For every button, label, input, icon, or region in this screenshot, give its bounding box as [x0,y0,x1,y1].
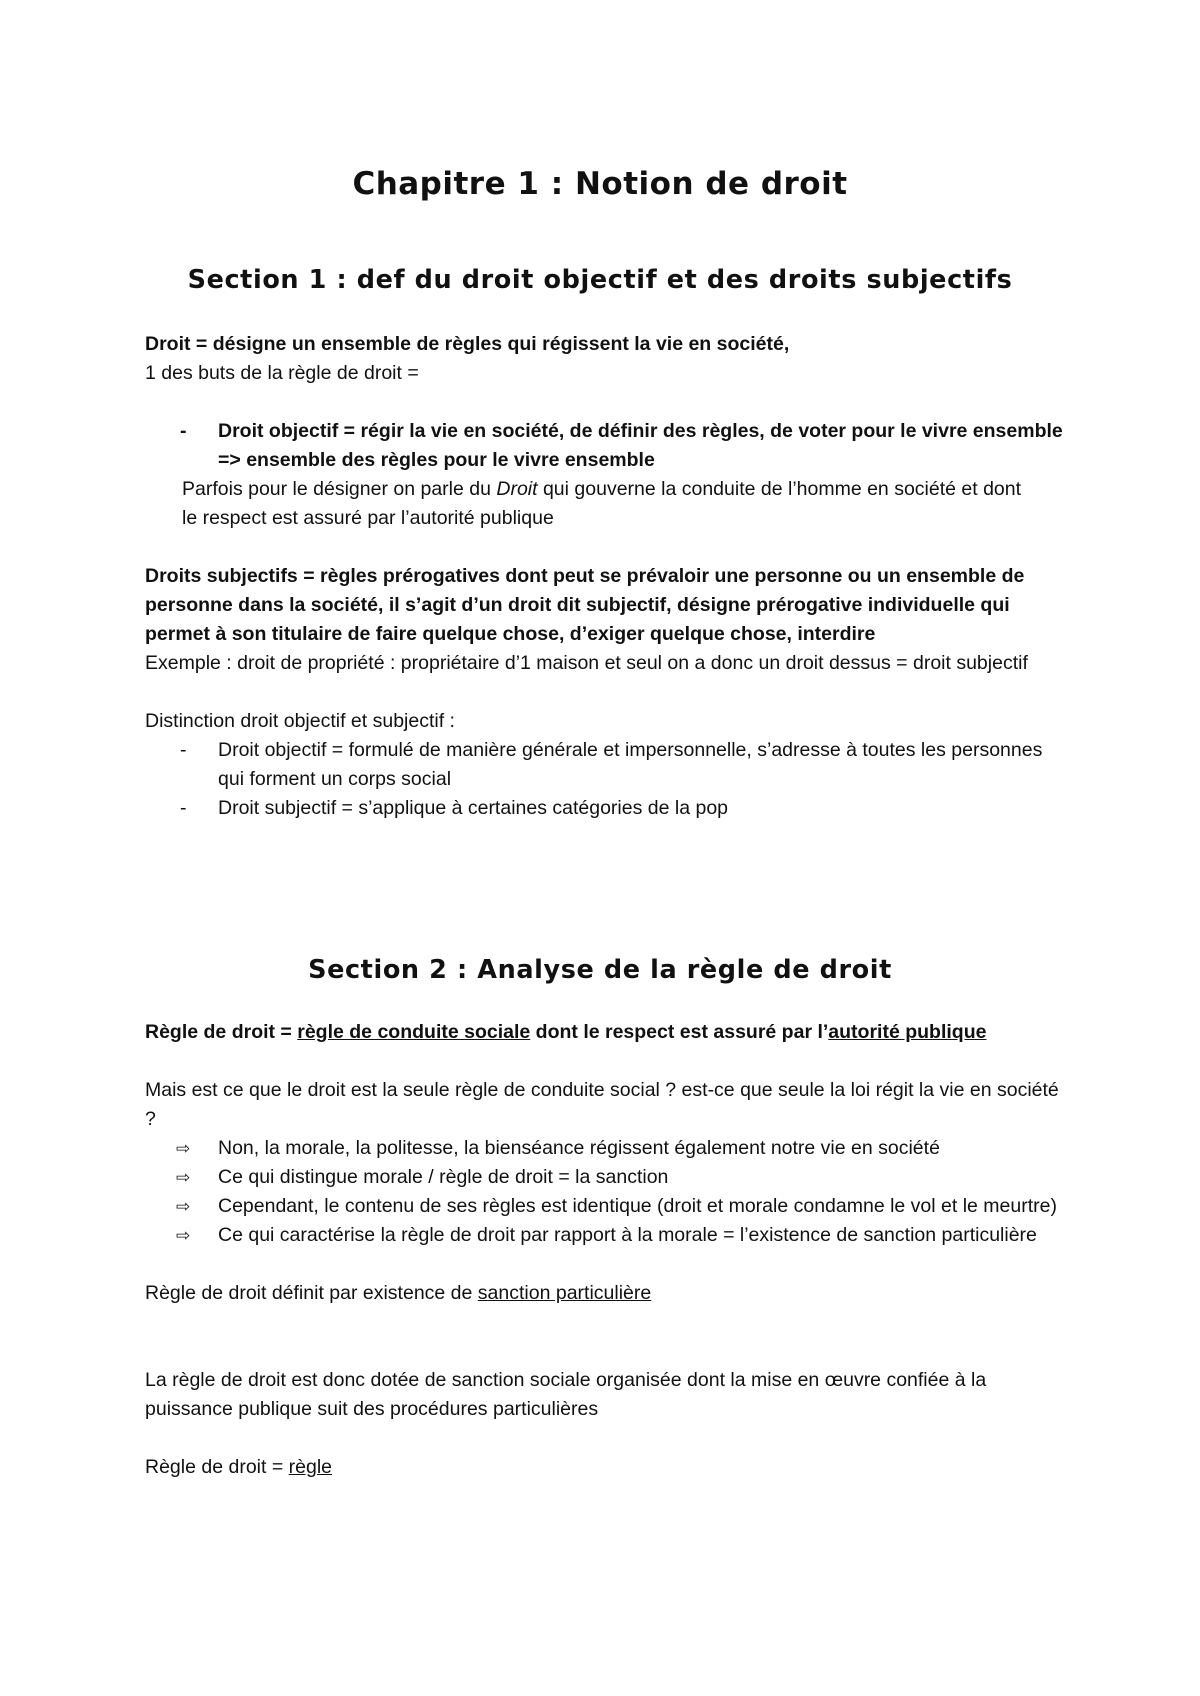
last-prefix: Règle de droit = [145,1456,289,1478]
section-2-heading: Section 2 : Analyse de la règle de droit [308,955,892,985]
parfois-text-after: qui gouverne la conduite de l’homme en société et dont le respect est assuré par l’autorité publique [182,478,1022,529]
distinction-item-text: Droit objectif = formulé de manière générale et impersonnelle, s’adresse à toutes les personnes qui forment un corps social [218,739,1043,790]
objectif-bullet-text: Droit objectif = régir la vie en société, de définir des règles, de voter pour le vivre ensemble => ensemble des règles pour le vivre ensemble [218,420,1063,471]
blank-line [145,533,1065,562]
blank-line [145,1424,1065,1453]
section-1-body [145,330,1065,823]
regle-definition [145,1018,1065,1047]
regle-mid: dont le respect est assuré par l’ [530,1021,829,1043]
blank-line [145,678,1065,707]
section-1-heading: Section 1 : def du droit objectif et des droits subjectifs [187,265,1013,295]
arrow-item-text: Ce qui distingue morale / règle de droit = la sanction [218,1166,669,1188]
arrow-right-icon: ⇨ [176,1139,191,1158]
last-line [145,1453,1065,1482]
list-item [145,794,1065,823]
definit-paragraph [145,1279,1065,1308]
buts-line: 1 des buts de la règle de droit = [145,362,419,384]
blank-line [145,388,1065,417]
objectif-bullet-list [145,417,1065,475]
exemple-paragraph: Exemple : droit de propriété : propriétaire d’1 maison et seul on a donc un droit dessus = droit subjectif [145,652,1028,674]
distinction-item-text: Droit subjectif = s’applique à certaines catégories de la pop [218,797,729,819]
chapter-title: Chapitre 1 : Notion de droit [352,166,848,202]
list-item [145,417,1065,475]
list-item [145,736,1065,794]
list-item [145,1221,1065,1250]
arrow-item-text: Cependant, le contenu de ses règles est identique (droit et morale condamne le vol et le meurtre) [218,1195,1057,1217]
list-item [145,1134,1065,1163]
section-2-body [145,1018,1065,1482]
arrow-right-icon: ⇨ [176,1226,191,1245]
blank-line [145,1308,1065,1337]
arrow-item-text: Ce qui caractérise la règle de droit par rapport à la morale = l’existence de sanction particulière [218,1224,1037,1246]
droit-definition: Droit = désigne un ensemble de règles qui régissent la vie en société, [145,333,790,355]
dotee-paragraph: La règle de droit est donc dotée de sanction sociale organisée dont la mise en œuvre confiée à la puissance publique suit des procédures particulières [145,1369,987,1420]
parfois-italic-word: Droit [496,478,538,500]
definit-underlined: sanction particulière [477,1282,652,1304]
dash-bullet: - [180,420,187,442]
blank-line [145,1250,1065,1279]
subjectifs-definition: Droits subjectifs = règles prérogatives dont peut se prévaloir une personne ou un ensemble de personne dans la société, il s’agit d’un droit dit subjectif, désigne prérogative individuelle qui permet à son titulaire de faire quelque chose, d’exiger quelque chose, interdire [145,565,1025,645]
dash-bullet: - [180,797,187,819]
last-underlined: règle [288,1456,333,1478]
arrow-list [145,1134,1065,1250]
parfois-paragraph [145,475,1065,533]
question-paragraph: Mais est ce que le droit est la seule règle de conduite social ? est-ce que seule la loi régit la vie en société ? [145,1079,1059,1130]
definit-prefix: Règle de droit définit par existence de [145,1282,478,1304]
list-item [145,1192,1065,1221]
arrow-right-icon: ⇨ [176,1168,191,1187]
arrow-right-icon: ⇨ [176,1197,191,1216]
arrow-item-text: Non, la morale, la politesse, la bienséance régissent également notre vie en société [218,1137,940,1159]
distinction-heading: Distinction droit objectif et subjectif : [145,710,455,732]
blank-line [145,1047,1065,1076]
blank-line [145,1337,1065,1366]
regle-underlined-2: autorité publique [828,1021,987,1043]
regle-underlined-1: règle de conduite sociale [297,1021,531,1043]
dash-bullet: - [180,739,187,761]
distinction-list [145,736,1065,823]
parfois-text-before: Parfois pour le désigner on parle du [182,478,497,500]
regle-prefix: Règle de droit = [145,1021,298,1043]
list-item [145,1163,1065,1192]
